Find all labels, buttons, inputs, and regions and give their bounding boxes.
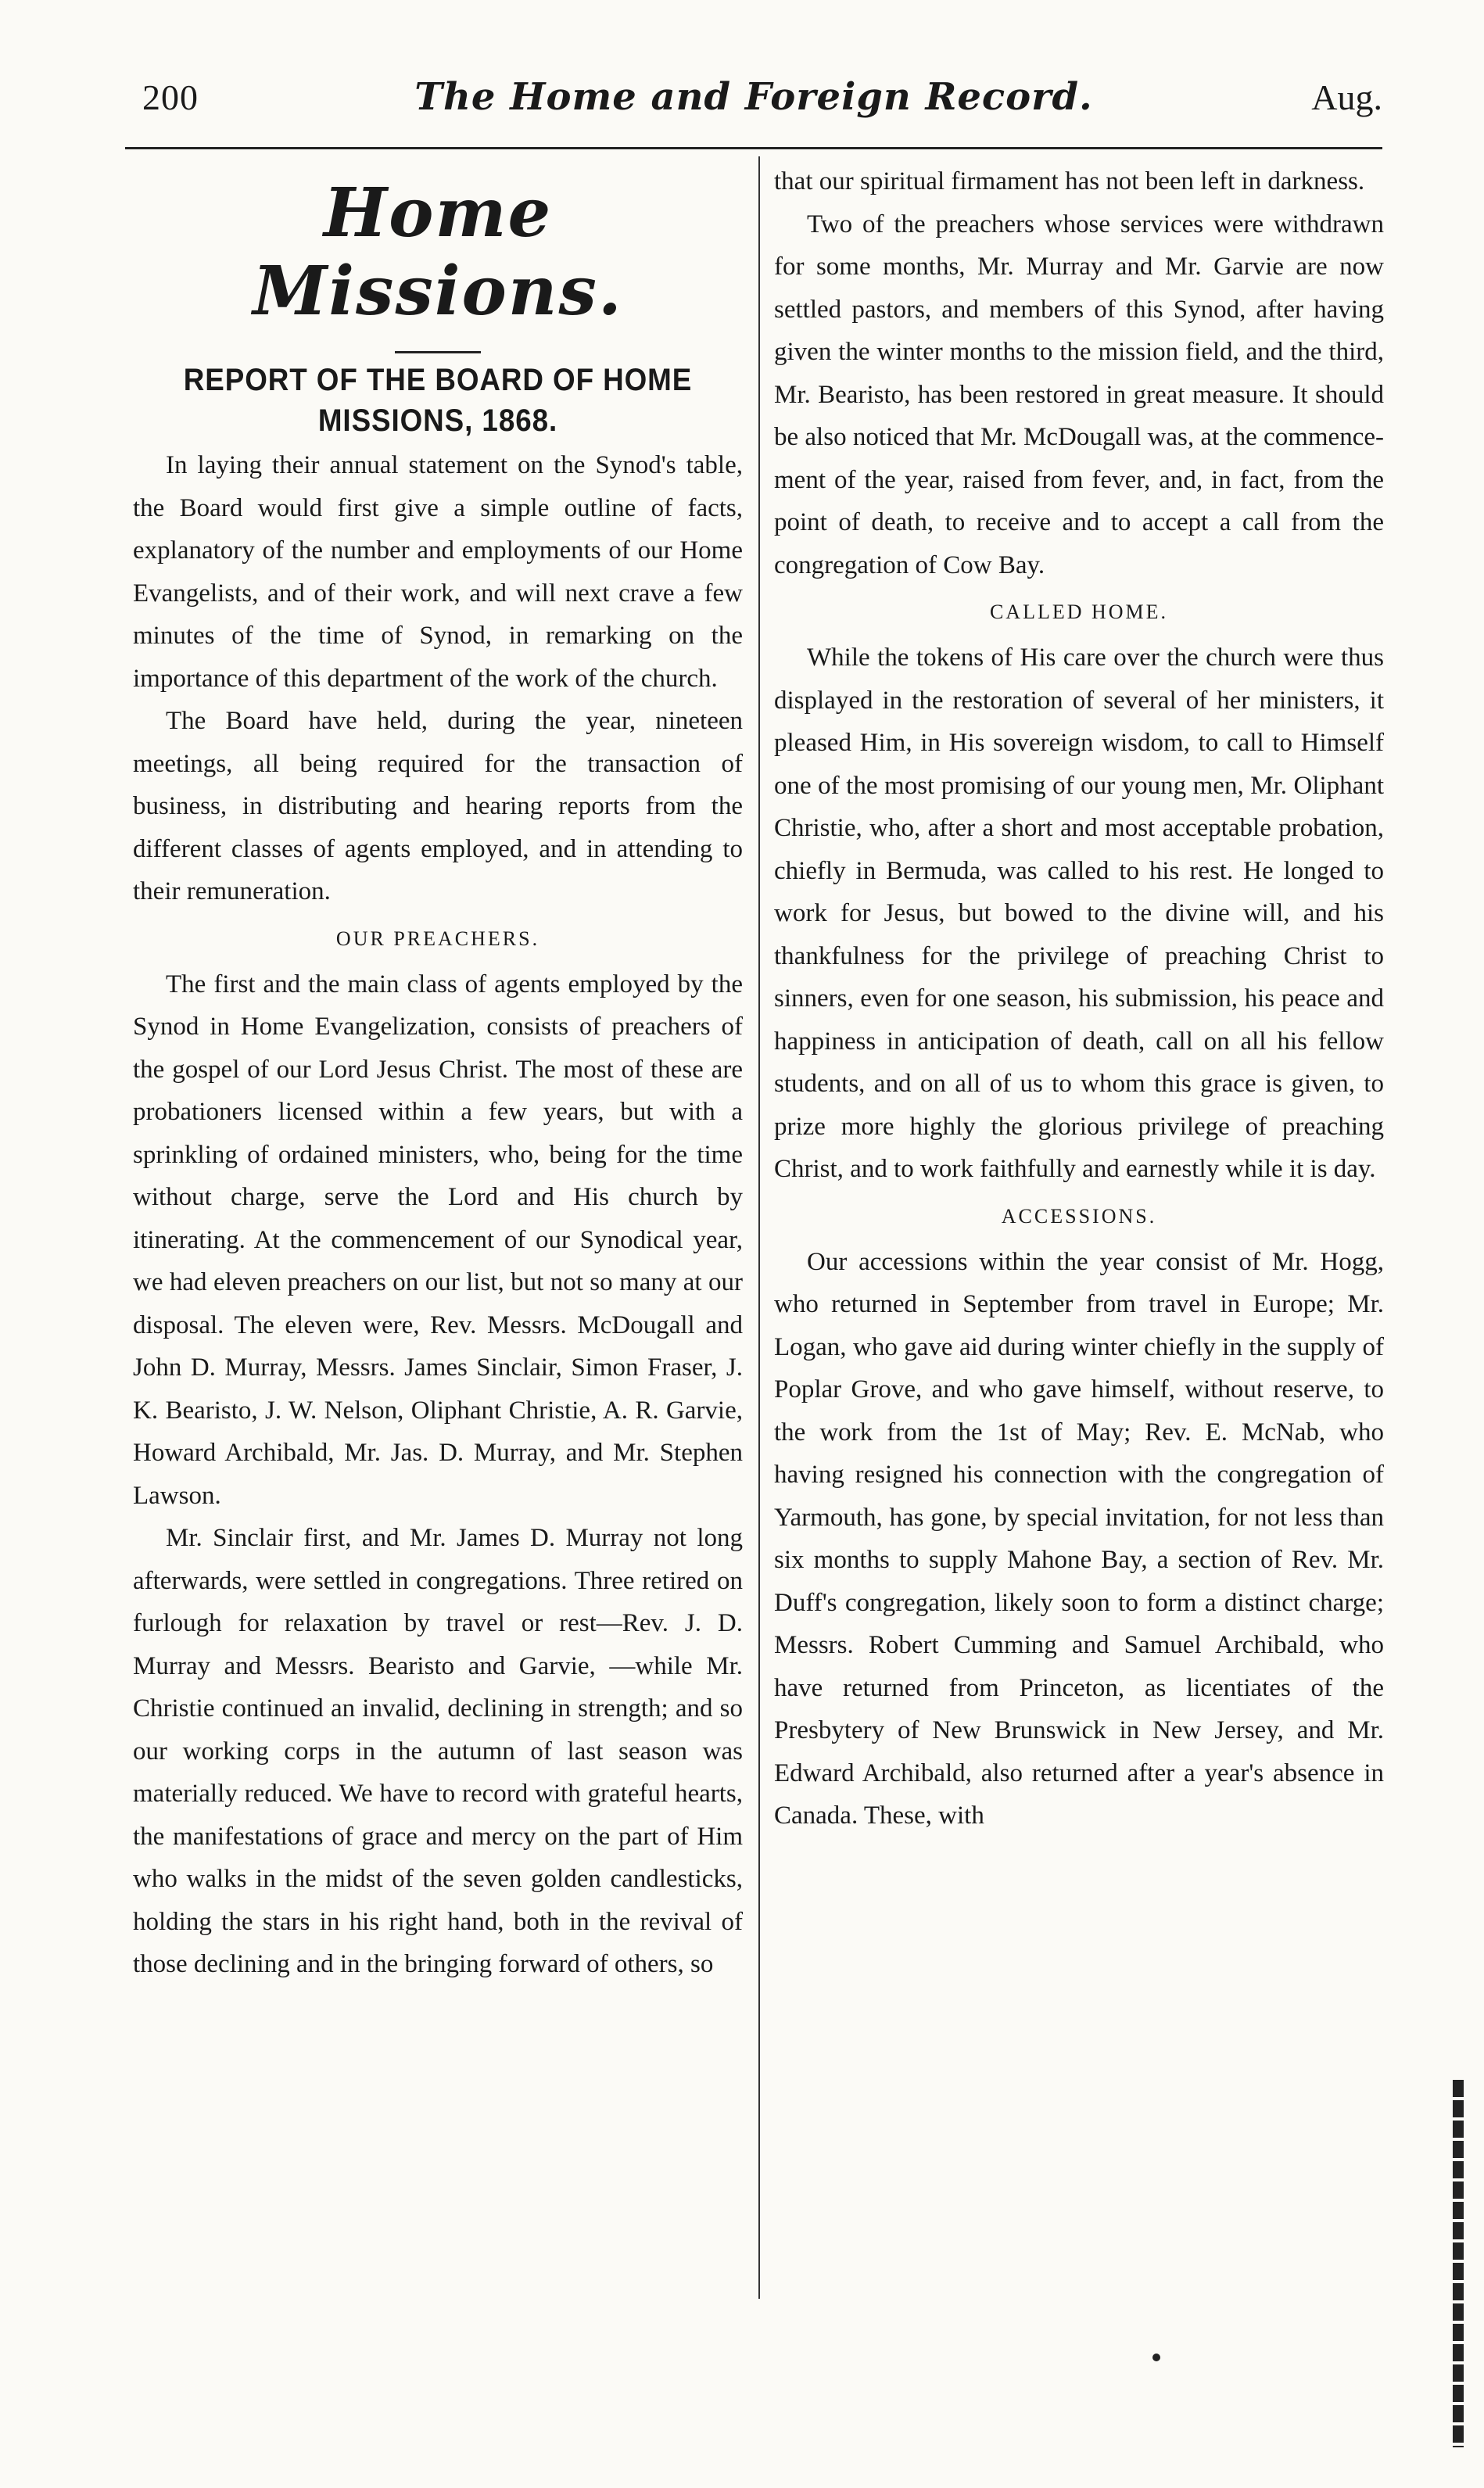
page-header <box>125 72 1382 134</box>
paragraph: Mr. Sinclair first, and Mr. James D. Murray not long afterwards, were settled in congregations. Three retired on furlough for relaxation by travel or rest—Rev. J. D. Murray and Messrs. Bearisto and Garvie, —while Mr. Christie continued an invalid, declining in strength; and so our working corps in the autumn of last season was materially reduced. We have to record with grateful hearts, the manifestations of grace and mercy on the part of Him who walks in the midst of the seven golden candlesticks, holding the stars in his right hand, both in the revival of those declining and in the bringing forward of others, so <box>133 1524 743 1978</box>
section-title: Home Missions. <box>253 174 623 331</box>
title-rule <box>395 351 481 353</box>
paragraph: that our spiritual firmament has not been left in darkness. <box>774 167 1365 195</box>
stray-ink-dot <box>1152 2354 1160 2361</box>
left-column <box>133 160 743 1986</box>
subheading-called-home: CALLED HOME. <box>989 600 1169 623</box>
paragraph: In laying their annual statement on the Synod's table, the Board would first give a simple outline of facts, explanatory of the number and employments of our Home Evangelists, and of their work, and will next crave a few minutes of the time of Synod, in remarking on the importance of this department of the work of the church. <box>133 451 743 693</box>
report-heading: REPORT OF THE BOARD OF HOME MISSIONS, 1868. <box>183 363 693 438</box>
paragraph: The Board have held, during the year, nineteen meetings, all being required for the transaction of business, in distributing and hearing reports from the different classes of agents employed, and in attending to their remuneration. <box>133 707 743 905</box>
paragraph: Two of the preachers whose services were withdrawn for some months, Mr. Murray and Mr. Garvie are now settled pastors, and members of this Synod, after having given the winter months to the mission field, and the third, Mr. Bearisto, has been restored in great measure. It should be also noticed that Mr. McDougall was, at the commencement of the year, raised from fever, and, in fact, from the point of death, to receive and to accept a call from the congregation of Cow Bay. <box>774 210 1384 579</box>
column-divider <box>758 156 760 2299</box>
margin-scan-bar <box>1453 2080 1464 2447</box>
header-rule <box>125 147 1382 149</box>
paragraph: The first and the main class of agents employed by the Synod in Home Evangelization, consists of preachers of the gospel of our Lord Jesus Christ. The most of these are probationers licensed within a few years, but with a sprinkling of ordained ministers, who, being for the time without charge, serve the Lord and His church by itinerating. At the commencement of our Synodical year, we had eleven preachers on our list, but not so many at our disposal. The eleven were, Rev. Messrs. McDougall and John D. Murray, Messrs. James Sinclair, Simon Fraser, J. K. Bearisto, J. W. Nelson, Oliphant Christie, A. R. Garvie, Howard Archibald, Mr. Jas. D. Murray, and Mr. Stephen Lawson. <box>133 970 743 1510</box>
right-column <box>774 160 1384 1837</box>
subheading-accessions: ACCESSIONS. <box>1001 1204 1157 1228</box>
paragraph: Our accessions within the year consist of Mr. Hogg, who returned in September from travel in Europe; Mr. Logan, who gave aid during winter chiefly in the supply of Poplar Grove, and who gave himself, without reserve, to the work from the 1st of May; Rev. E. McNab, who having resigned his connection with the congregation of Yarmouth, has gone, by special invitation, for not less than six months to supply Mahone Bay, a section of Rev. Mr. Duff's congregation, likely soon to form a distinct charge; Messrs. Robert Cumming and Samuel Archibald, who have returned from Princeton, as licentiates of the Presbytery of New Brunswick in New Jersey, and Mr. Edward Archibald, also returned after a year's absence in Canada. These, with <box>774 1247 1384 1830</box>
page-number: 200 <box>142 77 199 117</box>
subheading-our-preachers: OUR PREACHERS. <box>335 927 540 950</box>
paragraph: While the tokens of His care over the church were thus displayed in the restoration of several of her ministers, it pleased Him, in His sovereign wisdom, to call to Himself one of the most promising of our young men, Mr. Oliphant Christie, who, after a short and most acceptable probation, chiefly in Bermuda, was called to his rest. He longed to work for Jesus, but bowed to the divine will, and his thankfulness for the privilege of preaching Christ to sinners, even for one season, his submission, his peace and happiness in anticipation of death, call on all his fellow students, and on all of us to whom this grace is given, to prize more highly the glorious privilege of preaching Christ, and to work faithfully and earnestly while it is day. <box>774 644 1384 1183</box>
running-title: The Home and Foreign Record. <box>414 75 1093 119</box>
header-month: Aug. <box>1311 77 1382 117</box>
